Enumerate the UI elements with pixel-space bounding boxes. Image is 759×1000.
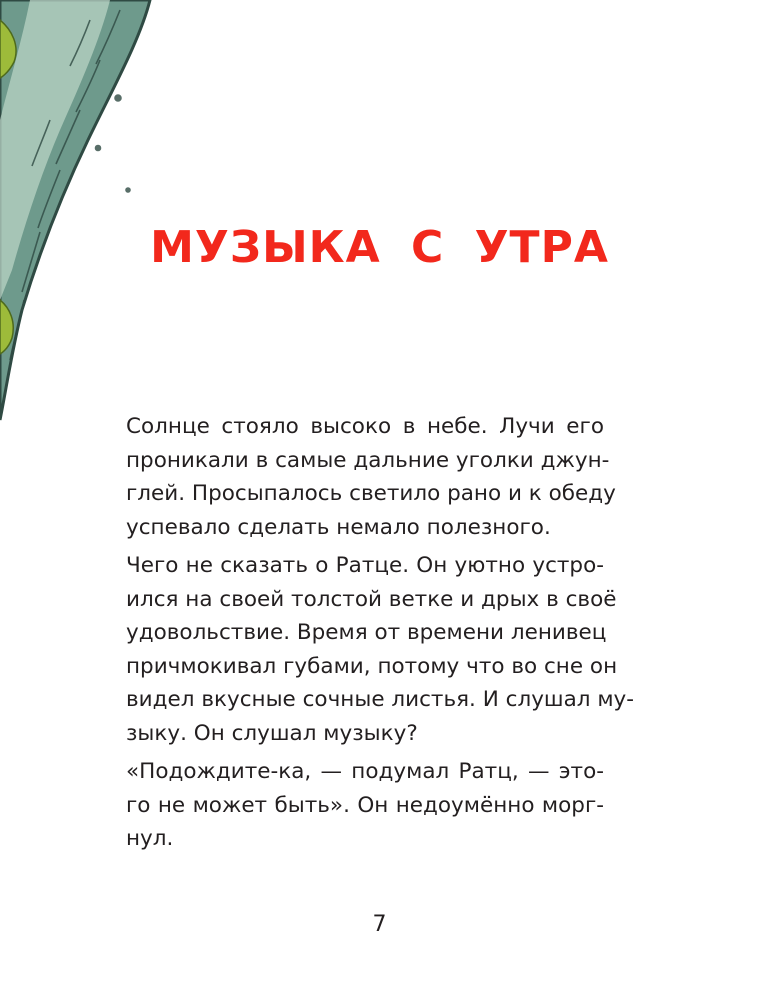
- text-line: нул.: [126, 826, 174, 851]
- text-line: причмокивал губами, потому что во сне он: [126, 653, 618, 679]
- jungle-vine-illustration: [0, 0, 200, 440]
- paragraph-3: [126, 755, 604, 856]
- text-line: успевало сделать немало полезного.: [126, 514, 551, 540]
- text-line: Солнце стояло высоко в небе. Лучи его: [126, 414, 604, 439]
- text-line: видел вкусные сочные листья. И слушал му-: [126, 687, 635, 712]
- text-line: глей. Просыпалось светило рано и к обеду: [126, 481, 616, 506]
- text-line: го не может быть». Он недоумённо морг-: [126, 792, 604, 818]
- text-line: зыку. Он слушал музыку?: [126, 720, 418, 746]
- text-line: Чего не сказать о Ратце. Он уютно устро-: [126, 553, 604, 578]
- text-line: удовольствие. Время от времени ленивец: [126, 620, 607, 645]
- paragraph-1: [126, 410, 616, 544]
- text-line: «Подождите-ка, — подумал Ратц, — это-: [126, 759, 604, 784]
- text-line: проникали в самые дальние уголки джун-: [126, 447, 610, 473]
- paragraph-2: [126, 549, 635, 750]
- page-number: 7: [372, 912, 387, 937]
- text-line: ился на своей толстой ветке и дрых в своё: [126, 586, 617, 612]
- story-text: [126, 410, 635, 861]
- chapter-title: МУЗЫКА С УТРА: [150, 222, 609, 273]
